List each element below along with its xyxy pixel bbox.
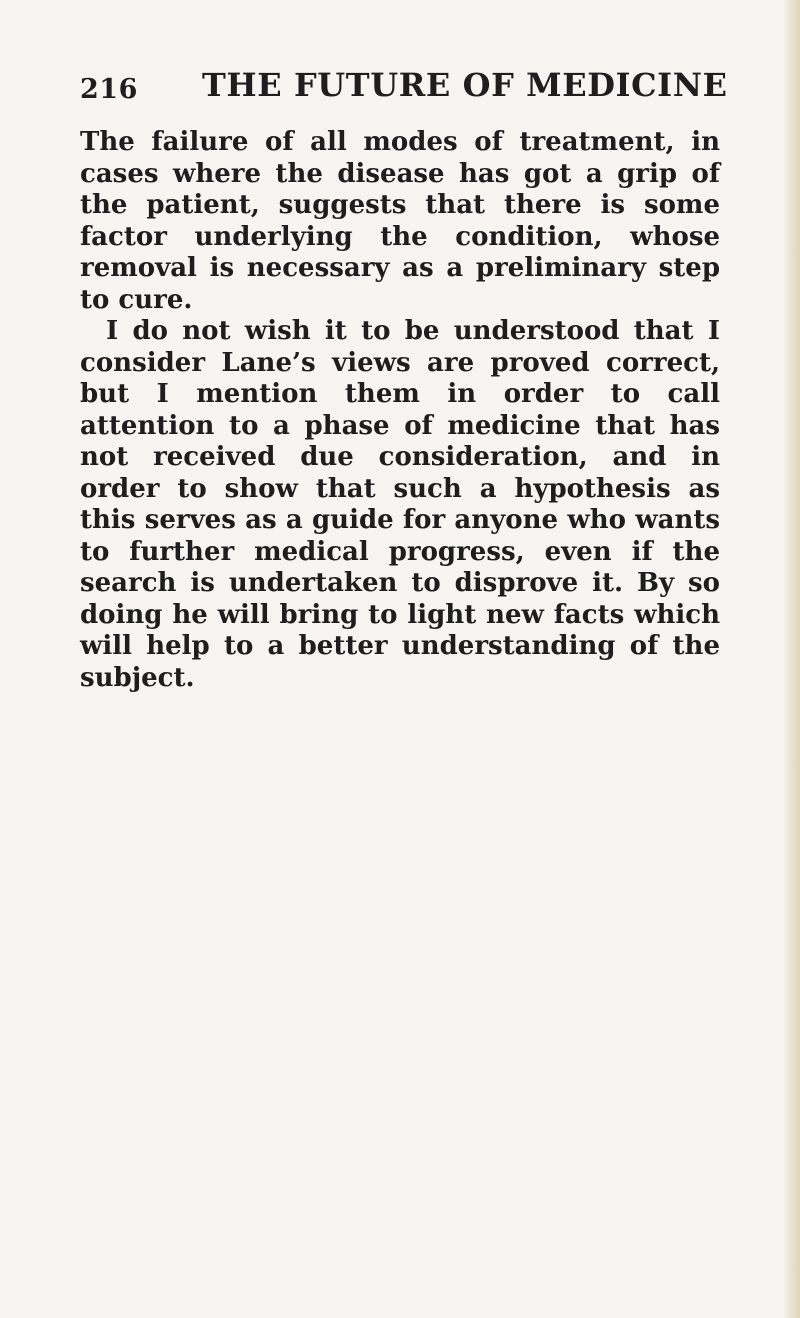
running-title: THE FUTURE OF MEDICINE bbox=[202, 66, 728, 104]
paragraph-1: The failure of all modes of treatment, in cases where the disease has got a grip of the patient, suggests that there is some factor underlying the condition, whose removal is necessary as a preliminary step to cure. bbox=[80, 127, 720, 315]
page-number: 216 bbox=[80, 74, 138, 105]
page-edge bbox=[784, 0, 800, 1318]
page-header bbox=[80, 64, 728, 108]
body-text bbox=[80, 127, 720, 694]
paragraph-2: I do not wish it to be understood that I consider Lane’s views are proved correct, but I mention them in order to call attention to a phase of medicine that has not received due consideration, and in order to show that such a hypothesis as this serves as a guide for anyone who wants to further medical progress, even if the search is undertaken to disprove it. By so doing he will bring to light new facts which will help to a better understanding of the subject. bbox=[80, 316, 720, 693]
